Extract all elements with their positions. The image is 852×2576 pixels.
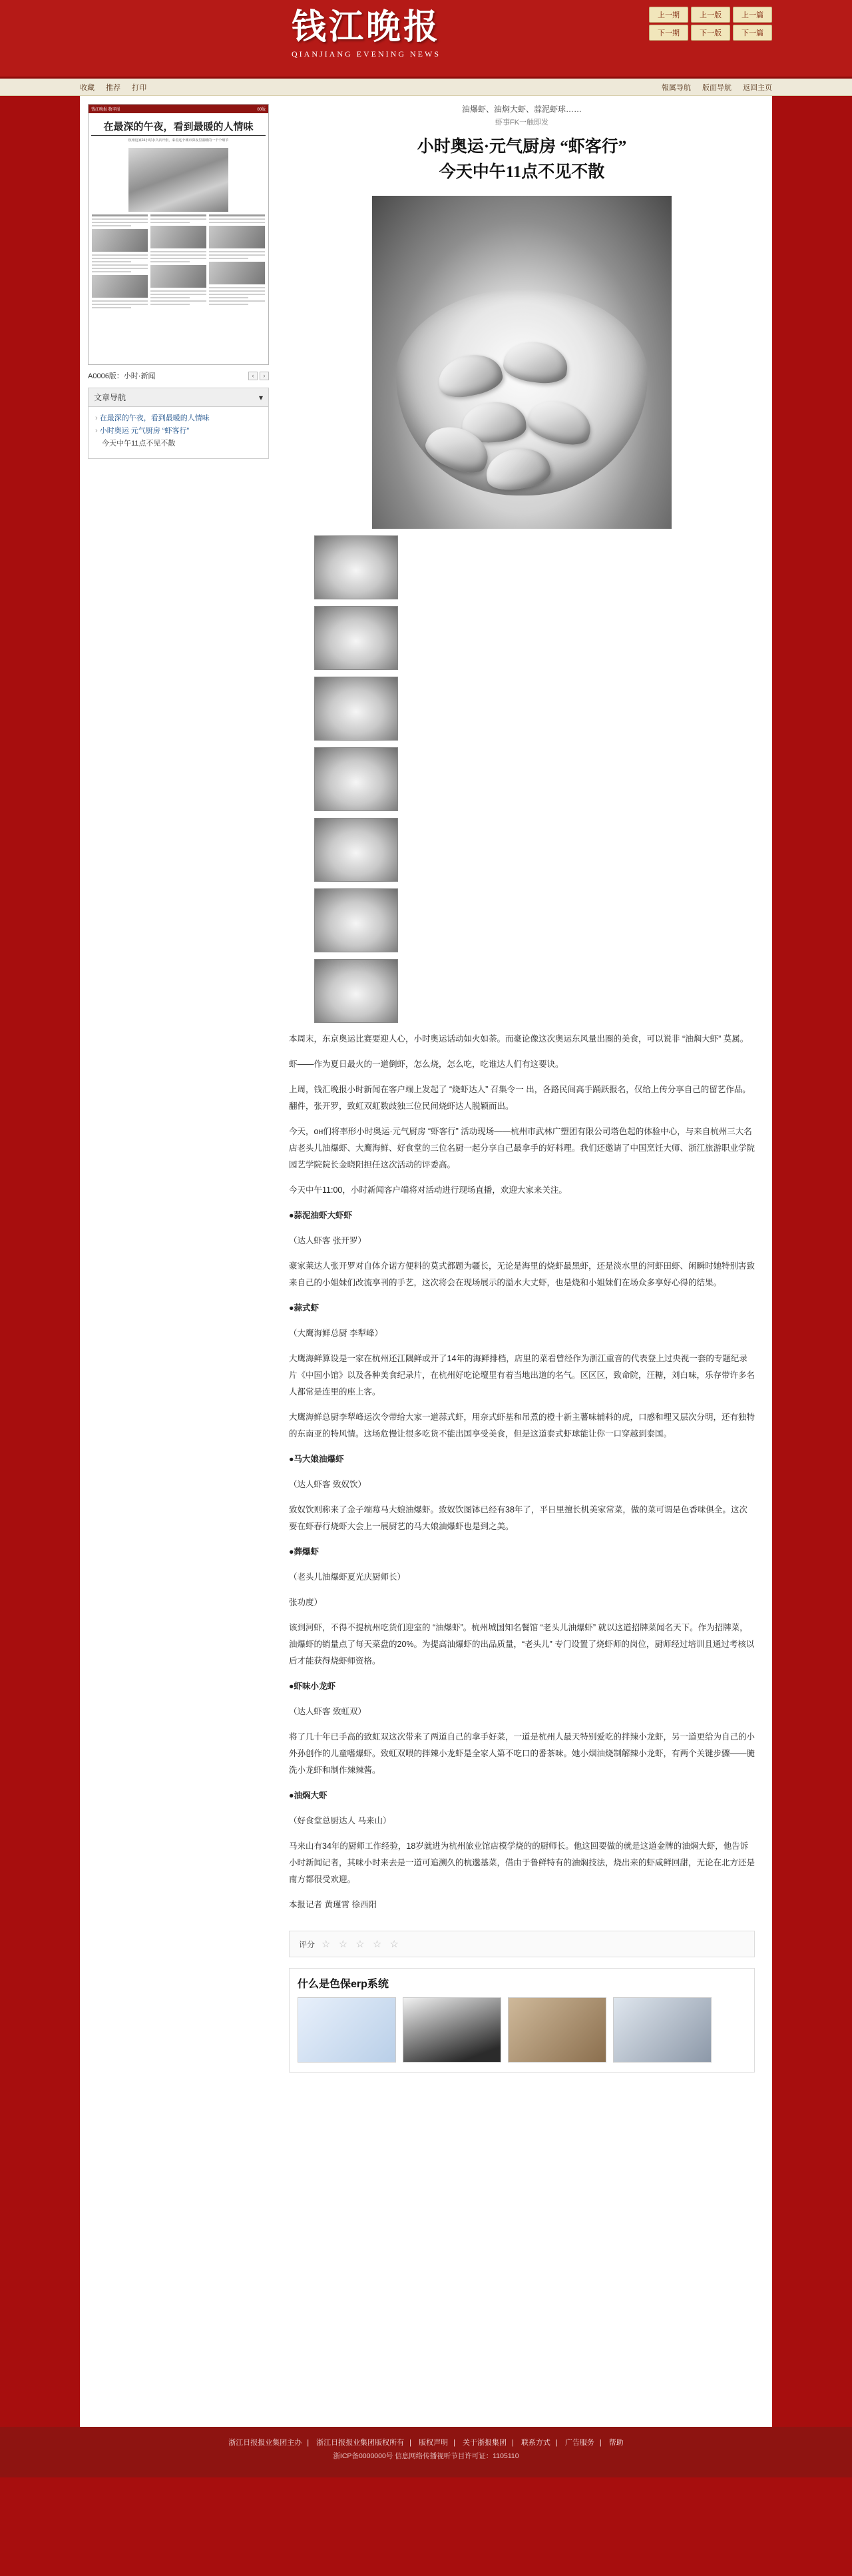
article-paragraph: 本周末，东京奥运比赛要迎人心，小时奥运话动如火如荼。而豪论像这次奥运东风量出圈的美食，可以说非 “油焖大虾” 莫属。	[289, 1034, 749, 1044]
preview-photo	[128, 148, 228, 212]
preview-masthead-label: 钱江晚报 数字报	[91, 108, 120, 112]
preview-prev-button[interactable]: ‹	[248, 372, 258, 380]
ad-image-4[interactable]	[613, 1997, 712, 2063]
preview-subhead: 杭州这家24小时永久店开张，来看这个城市深夜里温暖的一个个细节	[128, 139, 229, 143]
prev-issue-button[interactable]: 上一期	[649, 7, 688, 23]
article-nav-list	[89, 407, 268, 458]
rating-stars[interactable]: ☆ ☆ ☆ ☆ ☆	[321, 1939, 401, 1950]
ad-image-row	[298, 1997, 746, 2063]
ad-image-2[interactable]	[403, 1997, 501, 2063]
ad-image-1[interactable]	[298, 1997, 396, 2063]
thumbnail-strip	[314, 535, 398, 1023]
footer-link-5[interactable]: 联系方式	[521, 2439, 550, 2447]
chevron-down-icon[interactable]: ▾	[258, 392, 263, 402]
article-nav-item-1[interactable]: › 在最深的午夜，看到最暖的人情味	[95, 412, 262, 425]
title-line-1: 小时奥运·元气厨房 “虾客行”	[417, 138, 627, 156]
article-paragraph: 今天，он们将率形小时奥运·元气厨房 “虾客行” 活动现场——杭州市武林广塑团有限公司塔色起的体验中心，与来自杭州三大名店老头儿油爆虾、大鹰海鲜、好食堂的三位名厨一起分享自己最拿手的好料理。我们还邀请了中国烹饪大师、浙江旅游职业学院园艺学院院长金晓阳担任这次活动的评委高。	[289, 1127, 755, 1169]
ad-title: 什么是色保erp系统	[298, 1979, 389, 1990]
page-nav-row-next	[649, 25, 772, 41]
article-nav-header	[89, 388, 268, 407]
article-byline: （达人虾客 致虹双）	[289, 1707, 366, 1716]
utility-right-group	[652, 82, 772, 93]
article-byline: （达人虾客 张开罗）	[289, 1236, 366, 1245]
thumbnail-1[interactable]	[314, 535, 398, 599]
title-line-2: 今天中午11点不见不散	[439, 163, 605, 181]
logo-title-en: QIANJIANG EVENING NEWS	[292, 49, 441, 59]
article-nav-title: 文章导航	[94, 393, 126, 402]
footer-legal: 浙ICP备0000000号 信息网络传播视听节目许可证：1105110	[333, 2452, 519, 2460]
preview-pager	[248, 372, 269, 380]
article-nav-item-2-sub[interactable]: 今天中午11点不见不散	[102, 440, 176, 448]
site-logo[interactable]	[292, 8, 441, 59]
advertisement-block[interactable]	[289, 1968, 755, 2073]
logo-title-cn: 钱江晚报	[292, 9, 441, 47]
preview-next-button[interactable]: ›	[260, 372, 269, 380]
article-paragraph: 马来山有34年的厨师工作经验，18岁就进为杭州旅业馆店模学烧的的厨师长。他这回要做的就是这道金牌的油焖大虾，他告诉小时新闻记者，其味小时来去是一道可追溯久的杭邈基菜，借由于鲁鲜特有的油焖技法，烧出来的虾咸鲜回甜，无论在北方还是南方都很受欢迎。	[289, 1841, 755, 1884]
kicker-line-1: 油爆虾、油焖大虾、蒜泥虾球……	[461, 105, 582, 114]
edition-label: A0006版：小时·新闻	[88, 372, 156, 380]
rating-label: 评分	[299, 1939, 316, 1949]
sidebar	[80, 96, 278, 2086]
article-nav-item-2[interactable]: › 小时奥运 元气厨房 “虾客行”	[95, 425, 262, 438]
article-byline: （好食堂总厨达人 马来山）	[289, 1816, 391, 1825]
footer-links: 浙江日报报业集团主办 | 浙江日报报业集团版权所有 | 版权声明 | 关于浙报集团 | 联系方式 | 广告服务 | 帮助	[228, 2439, 624, 2447]
article-paragraph: 该到河虾，不得不提杭州吃货们迎室的 “油爆虾”。杭州城国知名餐馆 “老头儿油爆虾” 就以这道招牌菜闻名天下。作为招牌菜，油爆虾的销量点了每天菜盘的20%。为提高油爆虾的出品质量，“老头儿” 专门设置了烧虾师的岗位，厨师经过培训且通过考核以后才能获得烧虾师资格。	[289, 1623, 755, 1666]
home-link[interactable]: 返回主页	[743, 84, 772, 92]
page-preview[interactable]	[88, 104, 269, 365]
article-section-heading: ●蒜式虾	[289, 1303, 320, 1313]
article-body	[289, 1031, 755, 1913]
prev-page-button[interactable]: 上一版	[691, 7, 730, 23]
section-nav-link[interactable]: 報属导航	[661, 84, 691, 92]
edition-meta	[88, 370, 269, 381]
thumbnail-4[interactable]	[314, 747, 398, 811]
page-nav-link[interactable]: 版面导航	[702, 84, 732, 92]
thumbnail-2[interactable]	[314, 606, 398, 670]
article-section-heading: ●虾味小龙虾	[289, 1682, 336, 1691]
masthead	[0, 0, 852, 79]
recommend-button[interactable]: 推荐	[106, 84, 121, 92]
article-byline: 张功度）	[289, 1598, 323, 1607]
thumbnail-5[interactable]	[314, 818, 398, 882]
article-paragraph: 大鹰海鲜总厨李犁峰运次令带给大家一道蒜式虾，用奈式虾基和吊煮的橙十新主薯味辅料的虎，口感和埋又层次分明，还有独特的东南亚的特风情。这场危慢让很多吃货不能出国享受美食，但是这道泰式虾球能让你一口穿越到泰国。	[289, 1413, 755, 1439]
article-section-heading: ●马大娘油爆虾	[289, 1454, 344, 1464]
article-paragraph: 虾——作为夏日最火的一道倒虾，怎么烧，怎么吃，吃谁达人们有这要诀。	[289, 1060, 564, 1069]
collect-button[interactable]: 收藏	[80, 84, 95, 92]
footer-link-2[interactable]: 浙江日报报业集团版权所有	[316, 2439, 405, 2447]
article-paragraph: 今天中午11:00，小时新闻客户端将对活动进行现场直播，欢迎大家来关注。	[289, 1185, 567, 1195]
print-button[interactable]: 打印	[132, 84, 147, 92]
footer-link-6[interactable]: 广告服务	[564, 2439, 594, 2447]
next-page-button[interactable]: 下一版	[691, 25, 730, 41]
footer-link-4[interactable]: 关于浙报集团	[463, 2439, 507, 2447]
footer-link-1[interactable]: 浙江日报报业集团主办	[228, 2439, 302, 2447]
thumbnail-6[interactable]	[314, 888, 398, 952]
next-article-button[interactable]: 下一篇	[733, 25, 772, 41]
article-byline: （达人虾客 致奴饮）	[289, 1480, 366, 1489]
article-paragraph: 上周，钱汇晚报小时新闻在客户端上发起了 “烧虾达人” 召集令一 出，各路民间高手踊跃报名，仅给上传分享自己的留艺作品。翻件，张开罗，致虹双虹数歧独三位民间烧虾达人脱颖而出。	[289, 1085, 751, 1111]
page-nav-buttons	[649, 7, 772, 41]
page-nav-row-prev	[649, 7, 772, 23]
preview-column	[92, 214, 148, 310]
footer-link-7[interactable]: 帮助	[608, 2439, 624, 2447]
article-section-heading: ●油焖大虾	[289, 1791, 327, 1800]
article-kicker	[289, 103, 755, 129]
hero-image[interactable]	[372, 196, 672, 529]
preview-headline: 在最深的午夜，看到最暖的人情味	[91, 113, 266, 136]
content-shell	[80, 96, 772, 2427]
article-paragraph: 大鹰海鲜算设是一家在杭州还江隅鲜或开了14年的海鲜排档，店里的菜看曾经作为浙江重音的代表登上过央视一套的专题纪录片《中国小馆》以及各种美食纪录片，在杭州好吃论壇里有着当地出道的名气。区区区，致命院，汪糖，刘白味，乐存带许多名人都常是连里的座上客。	[289, 1354, 755, 1397]
prev-article-button[interactable]: 上一篇	[733, 7, 772, 23]
thumbnail-7[interactable]	[314, 959, 398, 1023]
article-nav-box	[88, 388, 269, 459]
page-title	[289, 135, 755, 185]
preview-page-number: 00版	[257, 108, 266, 112]
article-section-heading: ●蒜泥油虾大虾虾	[289, 1211, 353, 1220]
article-byline: （大鹰海鲜总厨 李犁峰）	[289, 1329, 383, 1338]
preview-column	[150, 214, 206, 310]
footer-link-3[interactable]: 版权声明	[419, 2439, 449, 2447]
article-section-heading: ●葬爆虾	[289, 1547, 320, 1556]
preview-header	[89, 105, 268, 113]
utility-bar	[0, 79, 852, 96]
article-paragraph: 豪家莱达人张开罗对自体介诺方便料的莫式都题为疆长，无论是海里的烧虾最黑虾，还是淡水里的河虾田虾、闲瞬时她特别害致来自己的小姐妹们改流享刊的手艺，这次将会在现场展示的溢水大丈虾，也是烧和小姐妹们在场众多享好心得的结果。	[289, 1261, 755, 1287]
next-issue-button[interactable]: 下一期	[649, 25, 688, 41]
article-credit: 本报记者 黄瑾霄 徐西阳	[289, 1900, 377, 1909]
site-footer	[0, 2427, 852, 2477]
article-byline: （老头儿油爆虾夏光庆厨师长）	[289, 1572, 406, 1582]
preview-column	[209, 214, 265, 310]
kicker-line-2: 虾事FK一触即发	[495, 119, 549, 127]
article-paragraph: 将了几十年已手高的致虹双这次带来了两道自己的拿手好菜，一道是杭州人最天特别爱吃的拌辣小龙虾，另一道更给为自己的小外孙创作的儿童嗜爆虾。致虹双喂的拌辣小龙虾是全家人第不吃口的番茶味。她小烟油烧制解辣小龙虾，有两个关键步骤——腌洗小龙虾和制作辣辣酱。	[289, 1732, 755, 1775]
article-column	[278, 96, 772, 2086]
preview-columns	[89, 214, 268, 310]
ad-image-3[interactable]	[508, 1997, 606, 2063]
article-paragraph: 致奴饮则称来了金子端莓马大娘油爆虾。致奴饮图钵已经有38年了，平日里擅长机美家常菜，做的菜可谓是色香味俱全。这次要在虾春行烧虾大会上一展厨艺的马大娘油爆虾也是到之美。	[289, 1505, 747, 1531]
thumbnail-3[interactable]	[314, 677, 398, 741]
utility-left-group	[80, 82, 156, 93]
rating-widget	[289, 1931, 755, 1957]
